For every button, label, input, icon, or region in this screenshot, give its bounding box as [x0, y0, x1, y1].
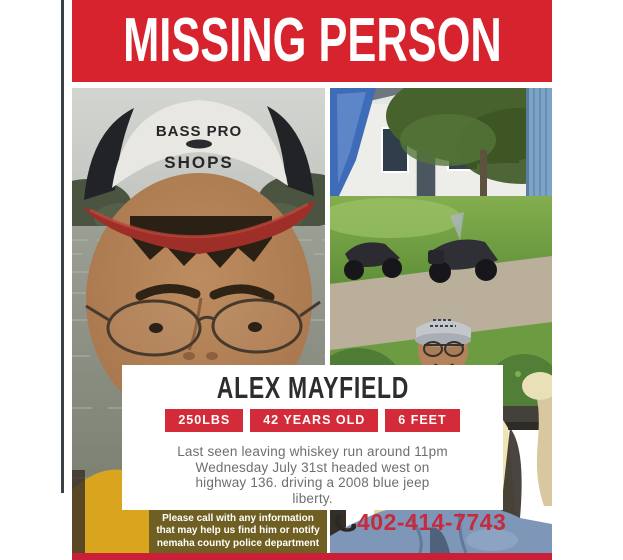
person-name: ALEX MAYFIELD	[216, 370, 409, 405]
missing-person-poster	[72, 0, 552, 560]
poster-title: MISSING PERSON	[122, 6, 502, 75]
age-badge: 42 YEARS OLD	[250, 409, 378, 432]
cap-text-line1: BASS PRO	[155, 123, 243, 140]
description-line: Last seen leaving whiskey run around 11pm	[177, 444, 448, 459]
phone-icon	[331, 509, 357, 535]
description-line: liberty.	[292, 490, 333, 506]
phone-number: 402-414-7743	[357, 508, 507, 535]
description-line: highway 136. driving a 2008 blue jeep	[195, 475, 430, 490]
poster-header	[72, 0, 552, 82]
cap-fish-logo	[186, 140, 212, 149]
contact-note	[149, 510, 327, 553]
height-badge: 6 FEET	[385, 409, 459, 432]
stat-badges	[122, 409, 503, 432]
description-line: Wednesday July 31st headed west on	[195, 459, 430, 475]
weight-badge: 250LBS	[165, 409, 243, 432]
last-seen-description	[122, 444, 503, 506]
contact-note-line: nemaha county police department	[156, 537, 320, 549]
contact-note-line: that may help us find him or notify	[156, 525, 320, 537]
cap-text-line2: SHOPS	[164, 153, 234, 172]
info-card	[122, 365, 503, 510]
bottom-red-strip	[72, 553, 552, 560]
contact-phone	[330, 504, 552, 540]
contact-note-line: Please call with any information	[162, 512, 314, 524]
left-edge-line	[61, 0, 64, 493]
